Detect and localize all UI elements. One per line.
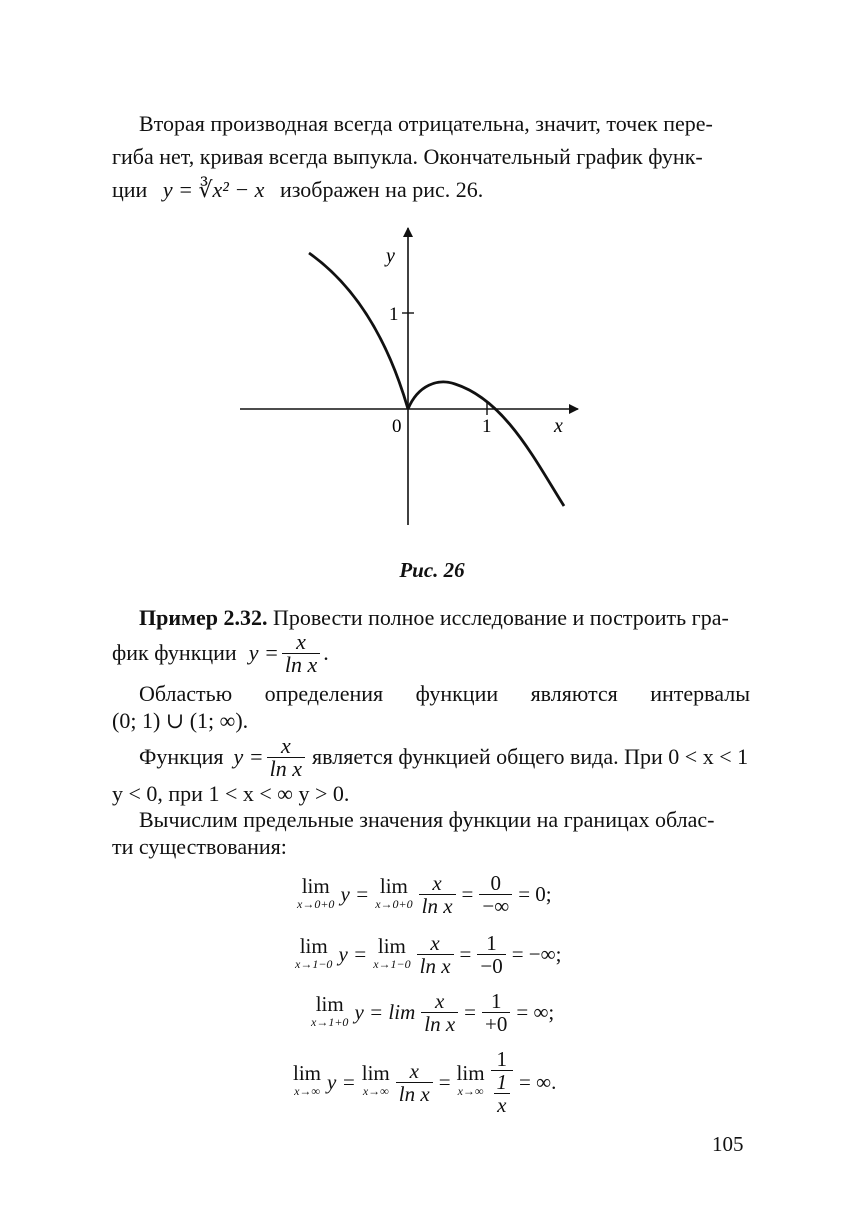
y-axis-label: y <box>386 245 395 267</box>
y-tick-label: 1 <box>389 304 399 325</box>
example-line1: Пример 2.32. Провести полное исследование и построить гра- <box>139 605 729 630</box>
page-number: 105 <box>712 1132 744 1156</box>
domain-line1: Областью определения функции являются интервалы <box>139 681 750 706</box>
limits-line2: ти существования: <box>112 834 287 859</box>
para1-line1: Вторая производная всегда отрицательна, значит, точек пере- <box>139 111 713 136</box>
figure-caption: Рис. 26 <box>399 558 465 582</box>
limit-formula-3: lim x→1+0 y = lim $\frac{x}{\text{ln x}}$ = $\frac{1}{+0}$ = ∞; <box>311 989 555 1036</box>
func-line1: Функция y = $\frac{x}{\text{ln x}}$ является функцией общего вида. При 0 < x < 1 <box>139 732 749 781</box>
curve-left-branch <box>309 253 408 409</box>
example-line2: фик функции y = $\frac{x}{\text{ln x}}$ . <box>112 628 329 677</box>
fraction: $\frac{x}{\text{ln x}}$ <box>267 735 305 780</box>
curve-right-branch <box>408 382 564 506</box>
example-title: Пример 2.32. <box>139 605 268 630</box>
limit-formula-1: lim x→0+0 y = lim x→0+0 $\frac{x}{\text{ln x}}$ = $\frac{0}{-\infty}$ = 0; <box>297 871 552 918</box>
domain-line2: (0; 1) ∪ (1; ∞). <box>112 708 249 733</box>
para1-line3: ции y = ∛x² − x изображен на рис. 26. <box>112 177 484 202</box>
limit-formula-2: lim x→1−0 y = lim x→1−0 $\frac{x}{\text{ln x}}$ = $\frac{1}{-0}$ = −∞; <box>295 931 562 978</box>
func-line2: y < 0, при 1 < x < ∞ y > 0. <box>112 781 350 806</box>
limit-formula-4: lim x→∞ y = lim x→∞ $\frac{x}{\text{ln x}}$ = lim x→∞ $\frac{1}{\frac{1}{x}}$ = ∞. <box>293 1047 557 1117</box>
fraction: $\frac{x}{\text{ln x}}$ <box>282 631 320 676</box>
origin-label: 0 <box>392 416 402 437</box>
inline-formula: y = ∛x² − x <box>162 177 265 202</box>
limits-line1: Вычислим предельные значения функции на границах облас- <box>139 807 715 832</box>
para1-line2: гиба нет, кривая всегда выпукла. Окончательный график функ- <box>112 144 703 169</box>
x-axis-label: x <box>554 415 563 437</box>
x-tick-label: 1 <box>482 416 492 437</box>
